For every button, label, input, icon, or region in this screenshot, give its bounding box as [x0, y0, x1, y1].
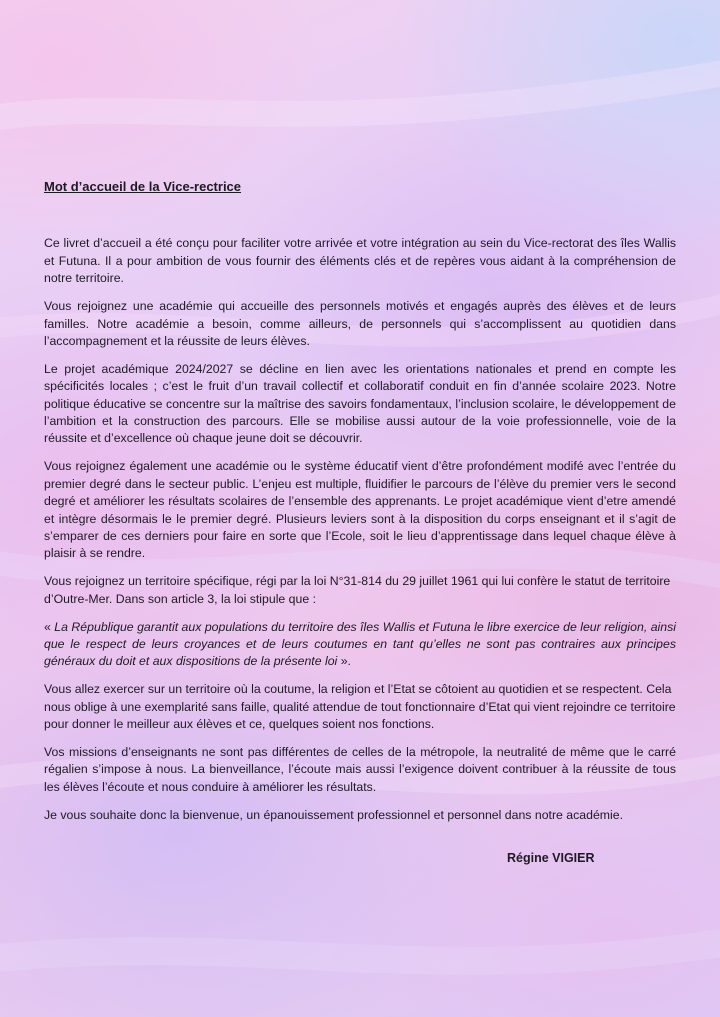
paragraph-systeme: Vous rejoignez également une académie ou le système éducatif vient d’être profondément modifé avec l’entrée du premier degré dans le secteur public. L’enjeu est multiple, fluidifier le parcours de l’élève du premier vers le second degré et améliorer les résultats scolaires de l’ensemble des apprenants. Le projet académique vient d’etre amendé et intègre désormais le le premier degré. Plusieurs leviers sont à la disposition du corps enseignant et il s’agit de s’emparer de ces derniers pour faire en sorte que l’Ecole, soit le lieu d’apprentissage dans lequel chaque élève à plaisir à se rendre. [44, 459, 676, 561]
signature: Régine VIGIER [507, 851, 595, 865]
paragraph-missions: Vos missions d’enseignants ne sont pas différentes de celles de la métropole, la neutralité de même que le carré régalien s’impose à nous. La bienveillance, l’écoute mais aussi l’exigence doivent contribuer à la réussite de tous les élèves l’écoute et nous conduire à améliorer les résultats. [44, 745, 676, 794]
quote-text: La République garantit aux populations du territoire des îles Wallis et Futuna le libre exercice de leur religion, ainsi que le respect de leurs croyances et de leurs coutumes en tant qu’elles ne sont pas contraires aux principes généraux du doit et aux dispositions de la présente loi [44, 619, 676, 669]
page-title: Mot d’accueil de la Vice-rectrice [44, 179, 242, 194]
paragraph-coutume: Vous allez exercer sur un territoire où la coutume, la religion et l’Etat se côtoient au quotidien et se respectent. Cela nous oblige à une exemplarité sans faille, qualité attendue de tout fonctionnaire d’Etat qui vient rejoindre ce territoire pour donner le meilleur aux élèves et ce, quelques soient nos fonctions. [44, 682, 676, 732]
paragraph-bienvenue: Je vous souhaite donc la bienvenue, un épanouissement professionnel et personnel dans notre académie. [44, 807, 624, 822]
paragraph-intro: Ce livret d’accueil a été conçu pour faciliter votre arrivée et votre intégration au sein du Vice-rectorat des îles Wallis et Futuna. Il a pour ambition de vous fournir des éléments clés et de repères vous aidant à la compréhension de notre territoire. [44, 236, 676, 286]
quote-open: « [44, 619, 55, 634]
law-quote [44, 619, 676, 671]
paragraph-territoire: Vous rejoignez un territoire spécifique, régi par la loi N°31-814 du 29 juillet 1961 qui lui confère le statut de territoire d’Outre-Mer. Dans son article 3, la loi stipule que : [44, 574, 671, 606]
paragraph-personnel: Vous rejoignez une académie qui accueille des personnels motivés et engagés auprès des élèves et de leurs familles. Notre académie a besoin, comme ailleurs, de personnels qui s’accomplissent au quotidien dans l’accompagnement et la réussite de leurs élèves. [44, 299, 676, 348]
paragraph-projet: Le projet académique 2024/2027 se décline en lien avec les orientations nationales et prend en compte les spécificités locales ; c’est le fruit d’un travail collectif et collaboratif conduit en fin d’année scolaire 2023. Notre politique éducative se concentre sur la maîtrise des savoirs fondamentaux, l’inclusion scolaire, le développement de l’ambition et la construction des parcours. Elle se mobilise aussi autour de la voie professionnelle, voie de la réussite et d’excellence où chaque jeune doit se découvrir. [44, 361, 676, 446]
letter-body [44, 178, 676, 835]
quote-close: ». [337, 654, 351, 669]
